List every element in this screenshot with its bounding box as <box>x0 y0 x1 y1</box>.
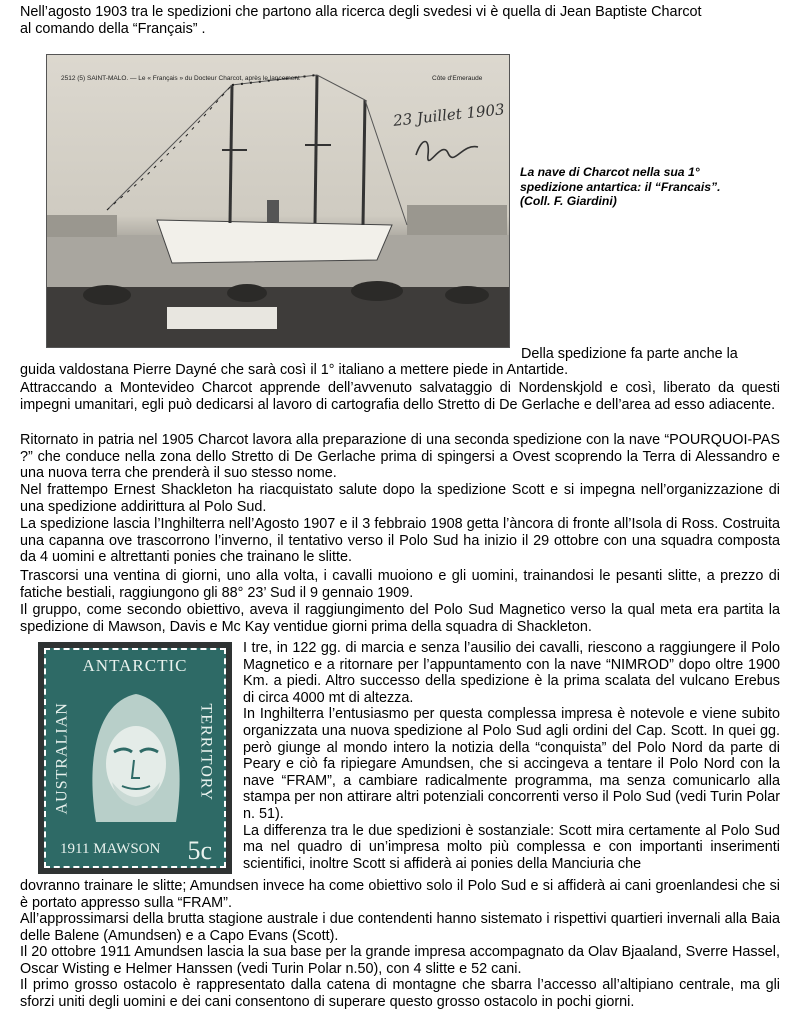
stamp-top-text: ANTARCTIC <box>82 656 188 675</box>
photo-caption <box>520 165 780 209</box>
difference-paragraph-end: dovranno trainare le slitte; Amundsen invece ha come obiettivo solo il Polo Sud e si affiderà ai cani groenlandesi che si è portato appresso sulla “FRAM”. <box>20 878 780 911</box>
magnetic-pole-paragraph: Il gruppo, come secondo obiettivo, aveva il raggiungimento del Polo Sud Magnetico verso la qual meta era partita la spedizione di Mawson, Davis e Mc Kay ventidue giorni prima della squadra di Shackleton. <box>20 602 780 635</box>
difference-paragraph-start: La differenza tra le due spedizioni è sostanziale: Scott mira certamente al Polo Sud ma nel quadro di un’impresa molto più complessa e con importanti inserimenti scientifici, inoltre Scott si affiderà ai ponies della Manciuria che <box>243 822 780 872</box>
departure-1907-paragraph: La spedizione lascia l’Inghilterra nell’Agosto 1907 e il 3 febbraio 1908 getta l’àncora di fronte all’Isola di Ross. Costruita una capanna ove trascorrono l’inverno, il tentativo verso il Polo Sud ha inizio il 29 ottobre con una squadra composta da 4 uomini e altrettanti ponies che trainano le slitte. <box>20 516 780 566</box>
mawson-stamp <box>38 642 232 874</box>
stamp-value: 5c <box>187 836 212 866</box>
stamp-bottom-text: 1911 MAWSON <box>60 841 161 858</box>
photo-header-left: 2512 (5) SAINT-MALO. — Le « Français » du Docteur Charcot, après le lancement <box>61 75 300 82</box>
three-men-paragraph: I tre, in 122 gg. di marcia e senza l’ausilio dei cavalli, riescono a raggiungere il Polo Magnetico e a ritornare per l’appuntamento con la nave “NIMROD” dopo oltre 1900 Km. a piedi. Altro successo della spedizione è la prima scalata del vulcano Erebus di circa 4000 mt di altezza. <box>243 640 780 706</box>
ship-photo <box>46 54 510 348</box>
england-paragraph: In Inghilterra l’entusiasmo per questa complessa impresa è notevole e viene subito organizzata una nuova spedizione al Polo Sud agli ordini del Cap. Scott. In quei gg. però giunge al mondo intero la notizia della “conquista” del Polo Nord da parte di Peary e ciò fa ripiegare Amundsen, che si accingeva a tentare il Polo Nord con la nave “FRAM”, a cambiare radicalmente programma, ma senza comunicarlo alla stampa per non attirare altri potenziali concorrenti verso il Polo Sud (vedi Turin Polar n. 51). <box>243 706 780 822</box>
dayne-paragraph-rest: guida valdostana Pierre Dayné che sarà così il 1° italiano a mettere piede in Antartide. <box>20 362 569 378</box>
shackleton-paragraph: Nel frattempo Ernest Shackleton ha riacquistato salute dopo la spedizione Scott e si impegna nell’organizzazione di una spedizione addirittura al Polo Sud. <box>20 482 780 515</box>
intro-paragraph <box>20 4 780 37</box>
mountains-paragraph: Il primo grosso ostacolo è rappresentato dalla catena di montagne che sbarra l’accesso all’altipiano centrale, ma gli sforzi uniti degli uomini e dei cani consentono di superare questo grosso ostacolo in pochi giorni. <box>20 977 780 1010</box>
ponies-paragraph: Trascorsi una ventina di giorni, uno alla volta, i cavalli muoiono e gli uomini, trainandosi le pesanti slitte, a prezzo di fatiche bestiali, raggiungono gli 88° 23’ Sud il 9 gennaio 1909. <box>20 568 780 601</box>
intro-line-2: al comando della “Français” . <box>20 20 206 37</box>
stamp-right-text: TERRITORY <box>197 703 215 802</box>
photo-handwriting: 23 Juillet 1903 <box>392 100 506 130</box>
montevideo-paragraph: Attraccando a Montevideo Charcot apprende dell’avvenuto salvataggio di Nordenskjold e così, liberato da questi impegni umanitari, egli può dedicarsi al lavoro di cartografia dello Stretto di De Gerlache e dell’area ad esso adiacente. <box>20 380 780 413</box>
winter-quarters-paragraph: All’approssimarsi della brutta stagione australe i due contendenti hanno sistemato i rispettivi quartieri invernali alla Baia delle Balene (Amundsen) e a Capo Evans (Scott). <box>20 911 780 944</box>
stamp-face <box>44 648 226 868</box>
mawson-portrait-icon <box>76 682 196 832</box>
caption-line-2: spedizione antartica: il “Francais”. <box>520 179 721 194</box>
ship-photo-illustration <box>47 55 509 347</box>
caption-line-1: La nave di Charcot nella sua 1° <box>520 165 700 179</box>
photo-header-right: Côte d'Emeraude <box>432 75 483 82</box>
caption-line-3: (Coll. F. Giardini) <box>520 194 617 209</box>
handwritten-signature <box>412 133 482 163</box>
dayne-paragraph-start: Della spedizione fa parte anche la <box>521 346 738 362</box>
wrapped-text-block <box>243 640 780 872</box>
amundsen-departure-paragraph: Il 20 ottobre 1911 Amundsen lascia la sua base per la grande impresa accompagnato da Olav Bjaaland, Sverre Hassel, Oscar Wisting e Helmer Hanssen (vedi Turin Polar n.50), con 4 slitte e 52 cani. <box>20 944 780 977</box>
intro-line-1: Nell’agosto 1903 tra le spedizioni che partono alla ricerca degli svedesi vi è quella di Jean Baptiste Charcot <box>20 4 702 20</box>
stamp-left-text: AUSTRALIAN <box>53 702 71 815</box>
second-expedition-paragraph: Ritornato in patria nel 1905 Charcot lavora alla preparazione di una seconda spedizione con la nave “POURQUOI-PAS ?” che conduce nella zona dello Stretto di De Gerlache prima di spingersi a Ovest scoprendo la Terra di Alessandro e una nuova terra che prenderà il suo stesso nome. <box>20 432 780 482</box>
